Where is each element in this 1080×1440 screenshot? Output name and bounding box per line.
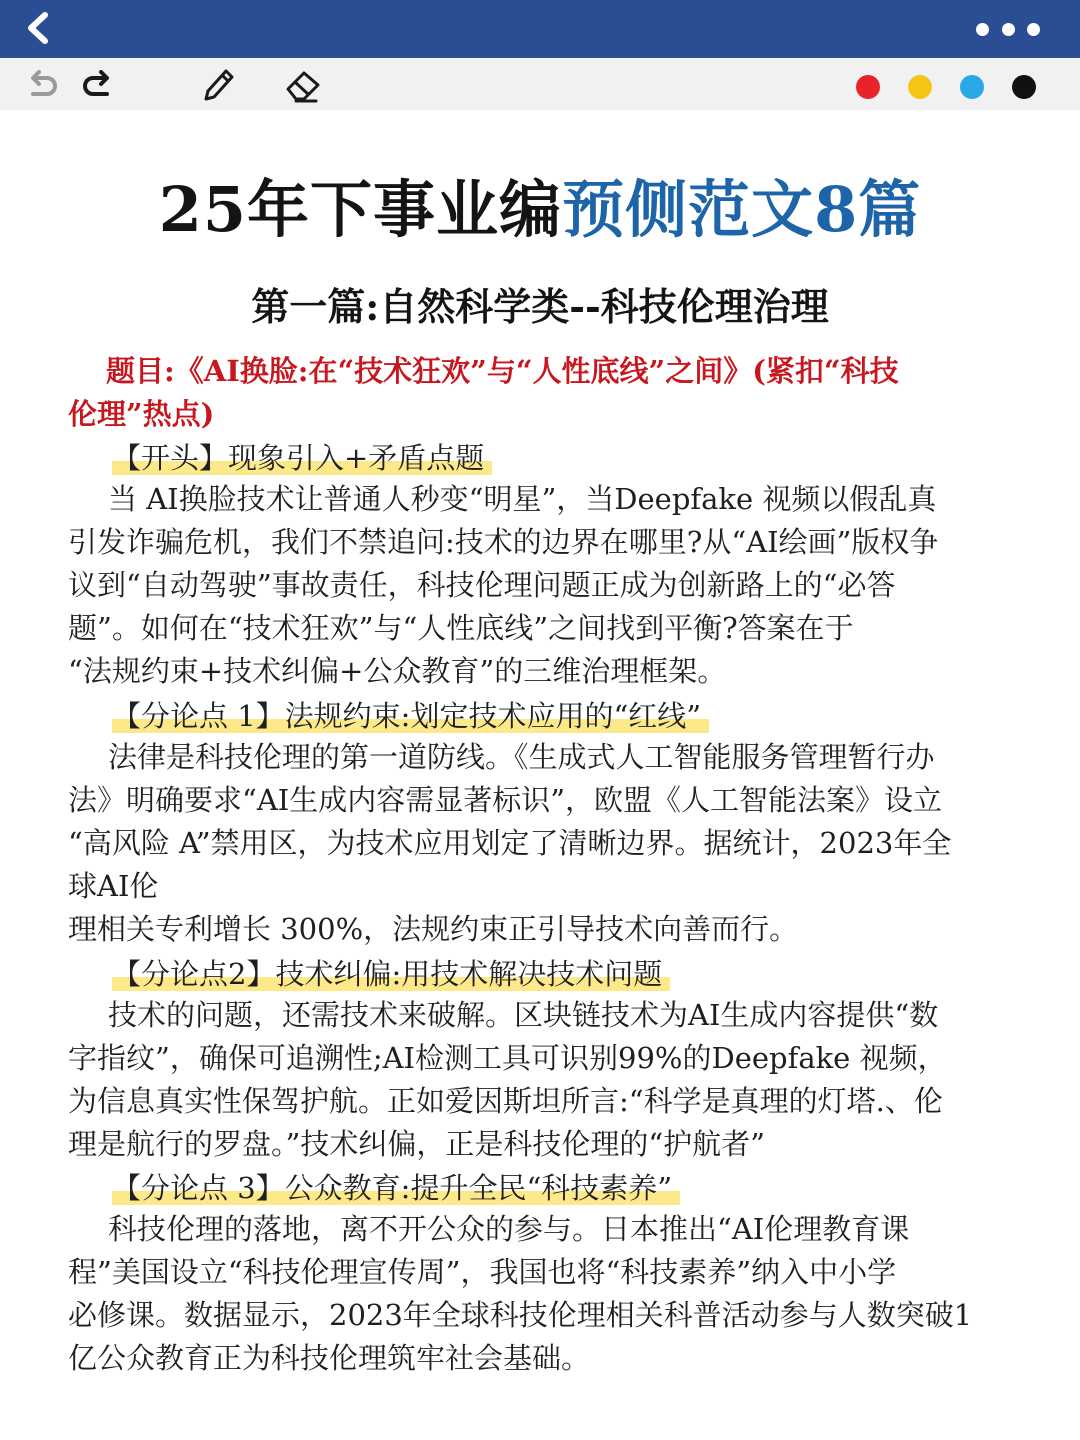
paragraph-line: 为信息真实性保驾护航。正如爱因斯坦所言:“科学是真理的灯塔.、伦	[68, 1084, 943, 1118]
eraser-tool-button[interactable]	[282, 66, 322, 104]
undo-icon	[25, 70, 59, 100]
color-red-swatch[interactable]	[856, 75, 880, 99]
more-dots-icon	[1002, 23, 1015, 36]
topic-text	[68, 350, 1018, 436]
paragraph-line: “法规约束+技术纠偏+公众教育”的三维治理框架。	[68, 654, 727, 688]
chevron-left-icon	[21, 11, 55, 45]
title-accent: 预侧范文8篇	[562, 173, 922, 246]
paragraph-line: “高风险 A”禁用区，为技术应用划定了清晰边界。据统计，2023年全	[68, 826, 952, 860]
section-paragraph-point-2	[68, 994, 1023, 1166]
color-blue-swatch[interactable]	[960, 75, 984, 99]
redo-button[interactable]	[78, 66, 118, 104]
paragraph-line: 题”。如何在“技术狂欢”与“人性底线”之间找到平衡?答案在于	[68, 611, 854, 645]
paragraph-line: 理是航行的罗盘。”技术纠偏，正是科技伦理的“护航者”	[68, 1127, 765, 1161]
paragraph-line: 理相关专利增长 300%，法规约束正引导技术向善而行。	[68, 912, 799, 946]
title-main: 25年下事业编	[158, 173, 563, 246]
section-heading-opening: 【开头】现象引入+矛盾点题	[112, 438, 492, 478]
redo-icon	[81, 70, 115, 100]
topic-line: 题目:《AI换脸:在“技术狂欢”与“人性底线”之间》(紧扣“科技	[106, 354, 899, 388]
section-paragraph-opening	[68, 478, 1023, 693]
topic-line: 伦理”热点)	[68, 397, 215, 431]
document-title	[0, 160, 1080, 249]
top-nav-bar	[0, 0, 1080, 58]
paragraph-line: 技术的问题，还需技术来破解。区块链技术为AI生成内容提供“数	[108, 998, 939, 1032]
paragraph-line: 法》明确要求“AI生成内容需显著标识”，欧盟《人工智能法案》设立	[68, 783, 943, 817]
eraser-icon	[282, 65, 322, 105]
section-heading-point-3: 【分论点 3】公众教育:提升全民“科技素养”	[112, 1168, 680, 1208]
section-paragraph-point-1	[68, 736, 1023, 951]
color-black-swatch[interactable]	[1012, 75, 1036, 99]
paragraph-line: 必修课。数据显示，2023年全球科技伦理相关科普活动参与人数突破1	[68, 1298, 973, 1332]
paragraph-line: 议到“自动驾驶”事故责任，科技伦理问题正成为创新路上的“必答	[68, 568, 896, 602]
paragraph-line: 当 AI换脸技术让普通人秒变“明星”，当Deepfake 视频以假乱真	[108, 482, 937, 516]
undo-button[interactable]	[22, 66, 62, 104]
paragraph-line: 字指纹”，确保可追溯性;AI检测工具可识别99%的Deepfake 视频，	[68, 1041, 947, 1075]
more-dots-icon	[1027, 23, 1040, 36]
color-yellow-swatch[interactable]	[908, 75, 932, 99]
pencil-icon	[198, 65, 238, 105]
section-heading-point-2: 【分论点2】技术纠偏:用技术解决技术问题	[112, 954, 670, 994]
section-heading-point-1: 【分论点 1】法规约束:划定技术应用的“红线”	[112, 696, 709, 736]
section-paragraph-point-3	[68, 1208, 1023, 1380]
pen-tool-button[interactable]	[198, 66, 238, 104]
paragraph-line: 引发诈骗危机，我们不禁追问:技术的边界在哪里?从“AI绘画”版权争	[68, 525, 939, 559]
more-button[interactable]	[976, 15, 1040, 43]
chapter-heading: 第一篇:自然科学类--科技伦理治理	[251, 284, 829, 329]
paragraph-line: 法律是科技伦理的第一道防线。《生成式人工智能服务管理暂行办	[108, 740, 935, 774]
back-button[interactable]	[18, 8, 58, 48]
paragraph-line: 球AI伦	[68, 869, 159, 903]
more-dots-icon	[976, 23, 989, 36]
paragraph-line: 亿公众教育正为科技伦理筑牢社会基础。	[68, 1341, 591, 1375]
paragraph-line: 科技伦理的落地，离不开公众的参与。日本推出“AI伦理教育课	[108, 1212, 910, 1246]
paragraph-line: 程”美国设立“科技伦理宣传周”，我国也将“科技素养”纳入中小学	[68, 1255, 897, 1289]
